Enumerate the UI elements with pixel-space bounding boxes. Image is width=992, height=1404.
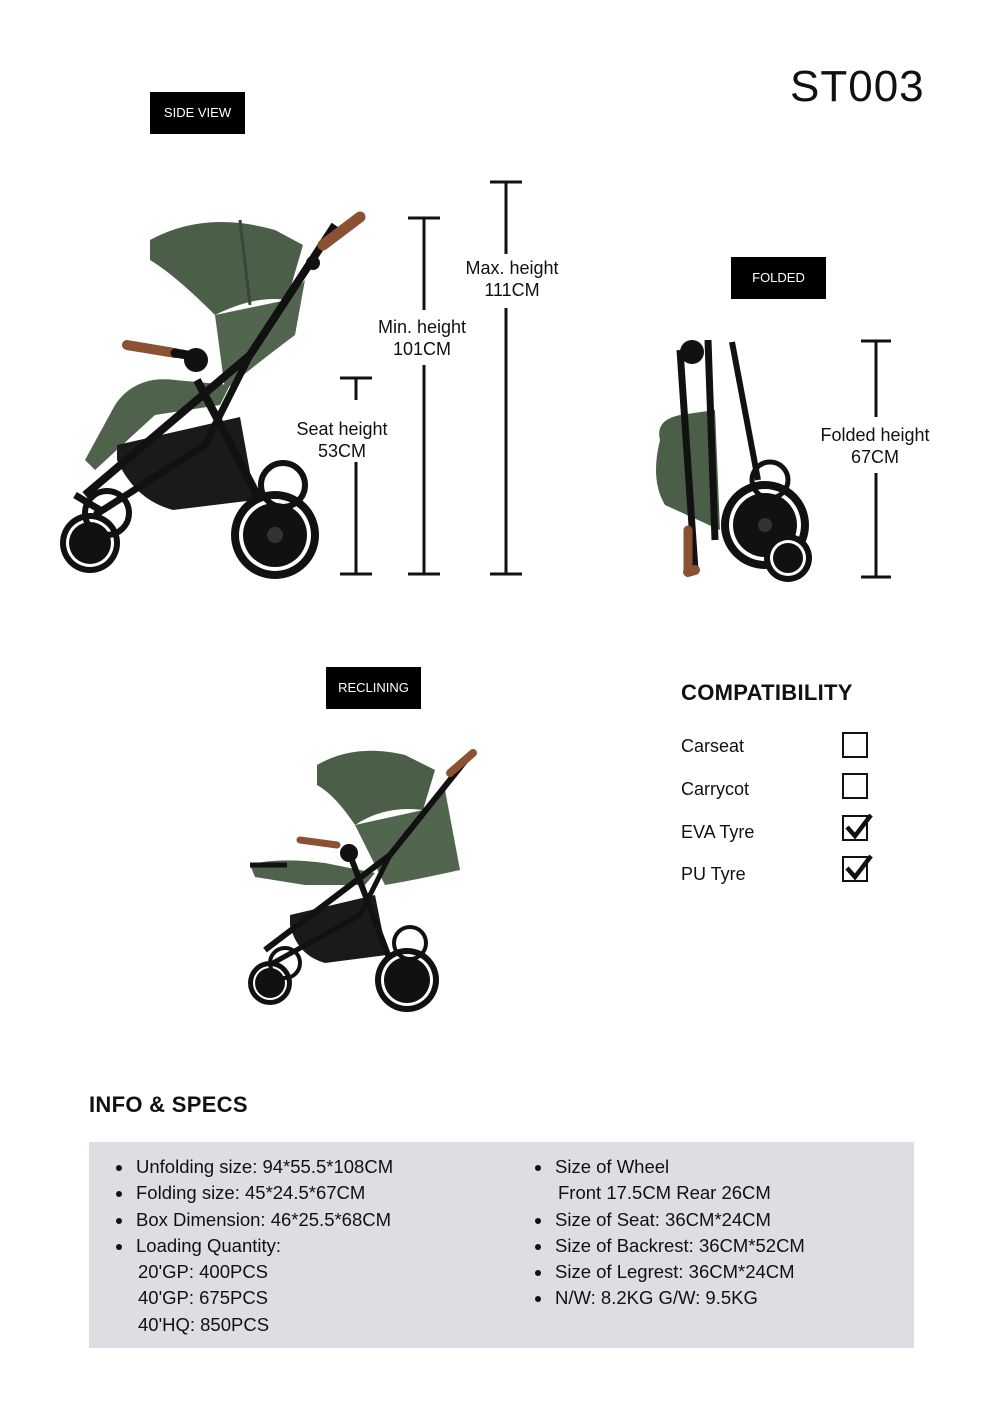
compat-item-carseat-label: Carseat xyxy=(681,736,745,756)
dimension-lines xyxy=(330,170,530,590)
spec-weight: N/W: 8.2KG G/W: 9.5KG xyxy=(533,1285,805,1311)
spec-loading-40gp: 40'GP: 675PCS xyxy=(138,1287,269,1309)
spec-loading-20gp: 20'GP: 400PCS xyxy=(138,1261,269,1283)
specs-panel xyxy=(89,1142,914,1348)
spec-loading-40hq: 40'HQ: 850PCS xyxy=(138,1313,270,1335)
specs-left-column xyxy=(114,1154,393,1338)
stroller-side-view-image xyxy=(55,205,375,590)
max-height-value: 111CM xyxy=(484,280,540,300)
max-height-dimension xyxy=(452,257,572,301)
compat-item-carrycot-label: Carrycot xyxy=(681,779,750,799)
spec-box-dimension: Box Dimension: 46*25.5*68CM xyxy=(114,1207,393,1233)
specs-right-column xyxy=(533,1154,805,1312)
spec-loading-quantity: Loading Quantity: xyxy=(114,1233,393,1259)
side-view-tag: SIDE VIEW xyxy=(150,92,245,134)
folded-tag: FOLDED xyxy=(731,257,826,299)
compat-item-pu-tyre-checkbox xyxy=(842,856,868,882)
folded-height-dimension xyxy=(805,424,945,468)
compatibility-title: COMPATIBILITY xyxy=(681,680,853,705)
spec-unfolding-size: Unfolding size: 94*55.5*108CM xyxy=(114,1154,393,1180)
compat-item-pu-tyre-label: PU Tyre xyxy=(681,864,746,884)
reclining-tag: RECLINING xyxy=(326,667,421,709)
seat-height-label: Seat height xyxy=(296,419,388,439)
folded-height-value: 67CM xyxy=(850,447,899,467)
spec-seat-size: Size of Seat: 36CM*24CM xyxy=(533,1207,805,1233)
stroller-folded-image xyxy=(640,330,820,590)
seat-height-dimension xyxy=(282,418,402,462)
spec-wheel-size: Size of Wheel xyxy=(533,1154,805,1180)
checkmark-icon xyxy=(842,811,874,843)
compat-item-carrycot-checkbox xyxy=(842,773,868,799)
max-height-label: Max. height xyxy=(465,258,559,278)
spec-wheel-size-detail: Front 17.5CM Rear 26CM xyxy=(558,1182,771,1204)
spec-folding-size: Folding size: 45*24.5*67CM xyxy=(114,1180,393,1206)
compat-item-carseat-checkbox xyxy=(842,732,868,758)
seat-height-value: 53CM xyxy=(317,441,366,461)
compat-item-eva-tyre-label: EVA Tyre xyxy=(681,822,755,842)
spec-legrest-size: Size of Legrest: 36CM*24CM xyxy=(533,1259,805,1285)
stroller-reclining-image xyxy=(245,745,480,1015)
min-height-dimension xyxy=(362,316,482,360)
checkmark-icon xyxy=(842,852,874,884)
spec-backrest-size: Size of Backrest: 36CM*52CM xyxy=(533,1233,805,1259)
compat-item-eva-tyre-checkbox xyxy=(842,815,868,841)
min-height-value: 101CM xyxy=(392,339,452,359)
specs-title: INFO & SPECS xyxy=(89,1092,248,1117)
folded-height-label: Folded height xyxy=(820,425,930,445)
model-title: ST003 xyxy=(790,62,925,111)
min-height-label: Min. height xyxy=(377,317,467,337)
